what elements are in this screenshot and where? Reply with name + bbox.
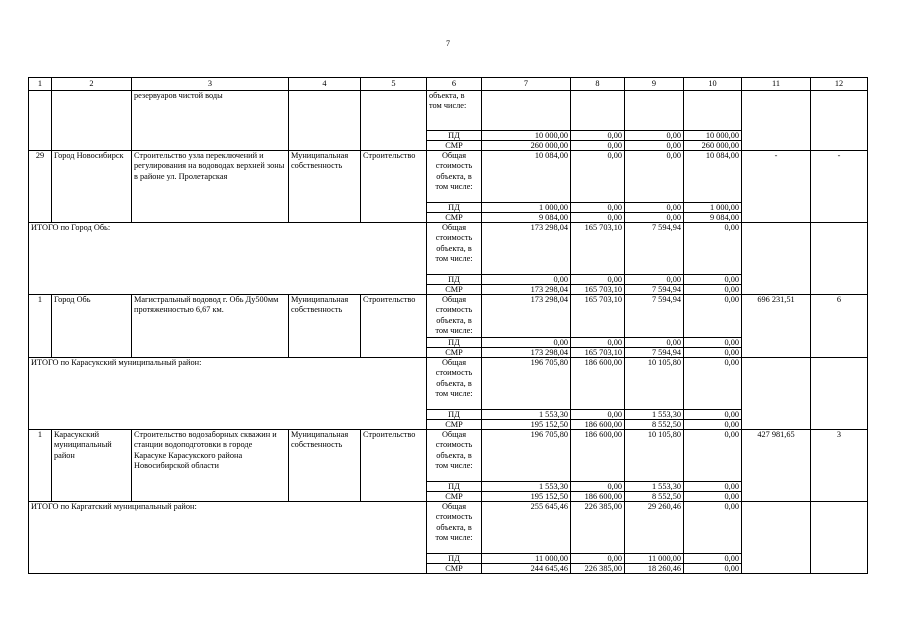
cell-value: 0,00 xyxy=(684,275,742,285)
cell-value: 10 105,80 xyxy=(625,430,684,482)
cell-cost-label: Общая стоимость объекта, в том числе: xyxy=(427,430,482,482)
cell-work-type: Строительство xyxy=(361,295,427,358)
column-header: 4 xyxy=(289,78,361,91)
cell-value: 0,00 xyxy=(684,430,742,482)
cell-col11 xyxy=(742,502,811,574)
cell-value: 0,00 xyxy=(571,275,625,285)
cell-value: 165 703,10 xyxy=(571,295,625,338)
cell-value: 0,00 xyxy=(571,141,625,151)
cell-work-type: Строительство xyxy=(361,151,427,223)
table-row xyxy=(29,358,868,410)
cell-cost-label: СМР xyxy=(427,141,482,151)
cell-value: 0,00 xyxy=(684,348,742,358)
cell-value: 0,00 xyxy=(684,420,742,430)
cell-value: 195 152,50 xyxy=(482,420,571,430)
cell-cost-label: СМР xyxy=(427,213,482,223)
column-header: 6 xyxy=(427,78,482,91)
cell-value: 173 298,04 xyxy=(482,348,571,358)
cell-cost-label: ПД xyxy=(427,410,482,420)
cell-municipality: Карасукский муниципальный район xyxy=(52,430,132,502)
cell-value: 244 645,46 xyxy=(482,564,571,574)
cell-col12 xyxy=(811,358,868,430)
cell-ownership: Муниципальная собственность xyxy=(289,151,361,223)
cell-value: 10 084,00 xyxy=(482,151,571,203)
cell-cost-label: ПД xyxy=(427,338,482,348)
cell-cost-label: ПД xyxy=(427,203,482,213)
cell-number: 1 xyxy=(29,430,52,502)
cell-value: 0,00 xyxy=(684,502,742,554)
cell-value: 0,00 xyxy=(684,492,742,502)
cell-value: 1 000,00 xyxy=(482,203,571,213)
cell-cost-label: ПД xyxy=(427,554,482,564)
cell-value: 10 105,80 xyxy=(625,358,684,410)
cell-col11 xyxy=(742,223,811,295)
cell-cost-label: Общая стоимость объекта, в том числе: xyxy=(427,295,482,338)
cell-ownership: Муниципальная собственность xyxy=(289,295,361,358)
cell-cost-label: СМР xyxy=(427,285,482,295)
cell-value: 8 552,50 xyxy=(625,492,684,502)
cell-value: 0,00 xyxy=(625,213,684,223)
table-row xyxy=(29,430,868,482)
column-header: 1 xyxy=(29,78,52,91)
cell-value: 173 298,04 xyxy=(482,295,571,338)
cell-ownership: Муниципальная собственность xyxy=(289,430,361,502)
cell-col11: 427 981,65 xyxy=(742,430,811,502)
cell-value: 196 705,80 xyxy=(482,430,571,482)
cell-col11 xyxy=(742,358,811,430)
cell-value: 11 000,00 xyxy=(625,554,684,564)
cell-value: 195 152,50 xyxy=(482,492,571,502)
cell-value: 1 553,30 xyxy=(625,482,684,492)
cell-value: 0,00 xyxy=(684,285,742,295)
cell-value: 226 385,00 xyxy=(571,564,625,574)
page-number: 7 xyxy=(446,39,450,48)
cell-value: 0,00 xyxy=(625,151,684,203)
cell-value: 0,00 xyxy=(625,338,684,348)
cell-value: 8 552,50 xyxy=(625,420,684,430)
cell-value: 0,00 xyxy=(684,295,742,338)
cell-value: 1 553,30 xyxy=(482,482,571,492)
cell-number: 29 xyxy=(29,151,52,223)
cell-value: 0,00 xyxy=(684,410,742,420)
cell-value: 1 000,00 xyxy=(684,203,742,213)
column-header: 2 xyxy=(52,78,132,91)
cell-municipality: Город Новосибирск xyxy=(52,151,132,223)
cell-subtotal-label: ИТОГО по Город Обь: xyxy=(29,223,427,295)
table-row xyxy=(29,502,868,554)
cell-value xyxy=(482,91,571,131)
cell-object: Магистральный водовод г. Обь Ду500мм протяженностью 6,67 км. xyxy=(132,295,289,358)
cell-value xyxy=(684,91,742,131)
cell-value: 260 000,00 xyxy=(482,141,571,151)
cell-cost-label: Общая стоимость объекта, в том числе: xyxy=(427,358,482,410)
cell-col11: 696 231,51 xyxy=(742,295,811,358)
cell-value: 165 703,10 xyxy=(571,223,625,275)
cell-value: 0,00 xyxy=(482,338,571,348)
cell-value: 0,00 xyxy=(625,275,684,285)
cell-col12: - xyxy=(811,151,868,223)
cell-value: 0,00 xyxy=(571,554,625,564)
column-header: 3 xyxy=(132,78,289,91)
cell-cost-label: ПД xyxy=(427,131,482,141)
cell-value: 165 703,10 xyxy=(571,285,625,295)
cell-value: 29 260,46 xyxy=(625,502,684,554)
cell-value: 186 600,00 xyxy=(571,492,625,502)
cell-value: 0,00 xyxy=(571,482,625,492)
cell-value xyxy=(625,91,684,131)
cell-number xyxy=(29,91,52,151)
cell-value: 260 000,00 xyxy=(684,141,742,151)
cell-value: 7 594,94 xyxy=(625,223,684,275)
cell-cost-label: СМР xyxy=(427,492,482,502)
cell-value: 255 645,46 xyxy=(482,502,571,554)
cell-value: 0,00 xyxy=(571,203,625,213)
cell-ownership xyxy=(289,91,361,151)
cell-value: 7 594,94 xyxy=(625,348,684,358)
cell-work-type: Строительство xyxy=(361,430,427,502)
column-header: 9 xyxy=(625,78,684,91)
cell-value: 0,00 xyxy=(625,141,684,151)
cell-col12 xyxy=(811,502,868,574)
financing-table xyxy=(28,77,868,574)
cell-col11: - xyxy=(742,151,811,223)
cell-value: 9 084,00 xyxy=(482,213,571,223)
cell-value: 0,00 xyxy=(571,151,625,203)
cell-col12 xyxy=(811,91,868,151)
cell-cost-label: объекта, в том числе: xyxy=(427,91,482,131)
cell-value xyxy=(571,91,625,131)
table-row xyxy=(29,151,868,203)
cell-cost-label: ПД xyxy=(427,482,482,492)
cell-cost-label: СМР xyxy=(427,564,482,574)
cell-cost-label: СМР xyxy=(427,420,482,430)
cell-cost-label: СМР xyxy=(427,348,482,358)
cell-value: 0,00 xyxy=(571,213,625,223)
cell-value: 0,00 xyxy=(571,338,625,348)
cell-value: 0,00 xyxy=(684,338,742,348)
cell-object: резервуаров чистой воды xyxy=(132,91,289,151)
cell-value: 0,00 xyxy=(684,554,742,564)
cell-value: 0,00 xyxy=(482,275,571,285)
cell-cost-label: Общая стоимость объекта, в том числе: xyxy=(427,151,482,203)
cell-municipality xyxy=(52,91,132,151)
cell-municipality: Город Обь xyxy=(52,295,132,358)
cell-value: 226 385,00 xyxy=(571,502,625,554)
cell-col12 xyxy=(811,223,868,295)
cell-object: Строительство водозаборных скважин и станции водоподготовки в городе Карасуке Карасукского района Новосибирской области xyxy=(132,430,289,502)
column-header: 5 xyxy=(361,78,427,91)
column-header: 7 xyxy=(482,78,571,91)
cell-value: 11 000,00 xyxy=(482,554,571,564)
cell-subtotal-label: ИТОГО по Каргатский муниципальный район: xyxy=(29,502,427,574)
cell-value: 10 000,00 xyxy=(684,131,742,141)
cell-work-type xyxy=(361,91,427,151)
cell-value: 173 298,04 xyxy=(482,223,571,275)
cell-col12: 3 xyxy=(811,430,868,502)
cell-value: 0,00 xyxy=(684,482,742,492)
cell-cost-label: Общая стоимость объекта, в том числе: xyxy=(427,502,482,554)
cell-subtotal-label: ИТОГО по Карасукский муниципальный район: xyxy=(29,358,427,430)
cell-value: 0,00 xyxy=(571,131,625,141)
table-header-row xyxy=(29,78,868,91)
cell-col12: 6 xyxy=(811,295,868,358)
cell-value: 1 553,30 xyxy=(482,410,571,420)
cell-cost-label: Общая стоимость объекта, в том числе: xyxy=(427,223,482,275)
cell-cost-label: ПД xyxy=(427,275,482,285)
table-row xyxy=(29,223,868,275)
column-header: 8 xyxy=(571,78,625,91)
cell-value: 7 594,94 xyxy=(625,285,684,295)
cell-value: 0,00 xyxy=(571,410,625,420)
cell-value: 186 600,00 xyxy=(571,420,625,430)
table-row xyxy=(29,91,868,131)
column-header: 10 xyxy=(684,78,742,91)
table-row xyxy=(29,295,868,338)
column-header: 12 xyxy=(811,78,868,91)
cell-value: 0,00 xyxy=(684,223,742,275)
cell-value: 196 705,80 xyxy=(482,358,571,410)
cell-value: 0,00 xyxy=(684,564,742,574)
cell-value: 0,00 xyxy=(684,358,742,410)
cell-value: 0,00 xyxy=(625,203,684,213)
column-header: 11 xyxy=(742,78,811,91)
cell-object: Строительство узла переключений и регулирования на водоводах верхней зоны в районе ул. Пролетарская xyxy=(132,151,289,223)
cell-value: 186 600,00 xyxy=(571,358,625,410)
cell-value: 173 298,04 xyxy=(482,285,571,295)
cell-value: 165 703,10 xyxy=(571,348,625,358)
cell-value: 10 084,00 xyxy=(684,151,742,203)
cell-value: 1 553,30 xyxy=(625,410,684,420)
cell-value: 7 594,94 xyxy=(625,295,684,338)
cell-value: 9 084,00 xyxy=(684,213,742,223)
cell-value: 18 260,46 xyxy=(625,564,684,574)
cell-value: 0,00 xyxy=(625,131,684,141)
cell-col11 xyxy=(742,91,811,151)
cell-value: 186 600,00 xyxy=(571,430,625,482)
cell-value: 10 000,00 xyxy=(482,131,571,141)
cell-number: 1 xyxy=(29,295,52,358)
